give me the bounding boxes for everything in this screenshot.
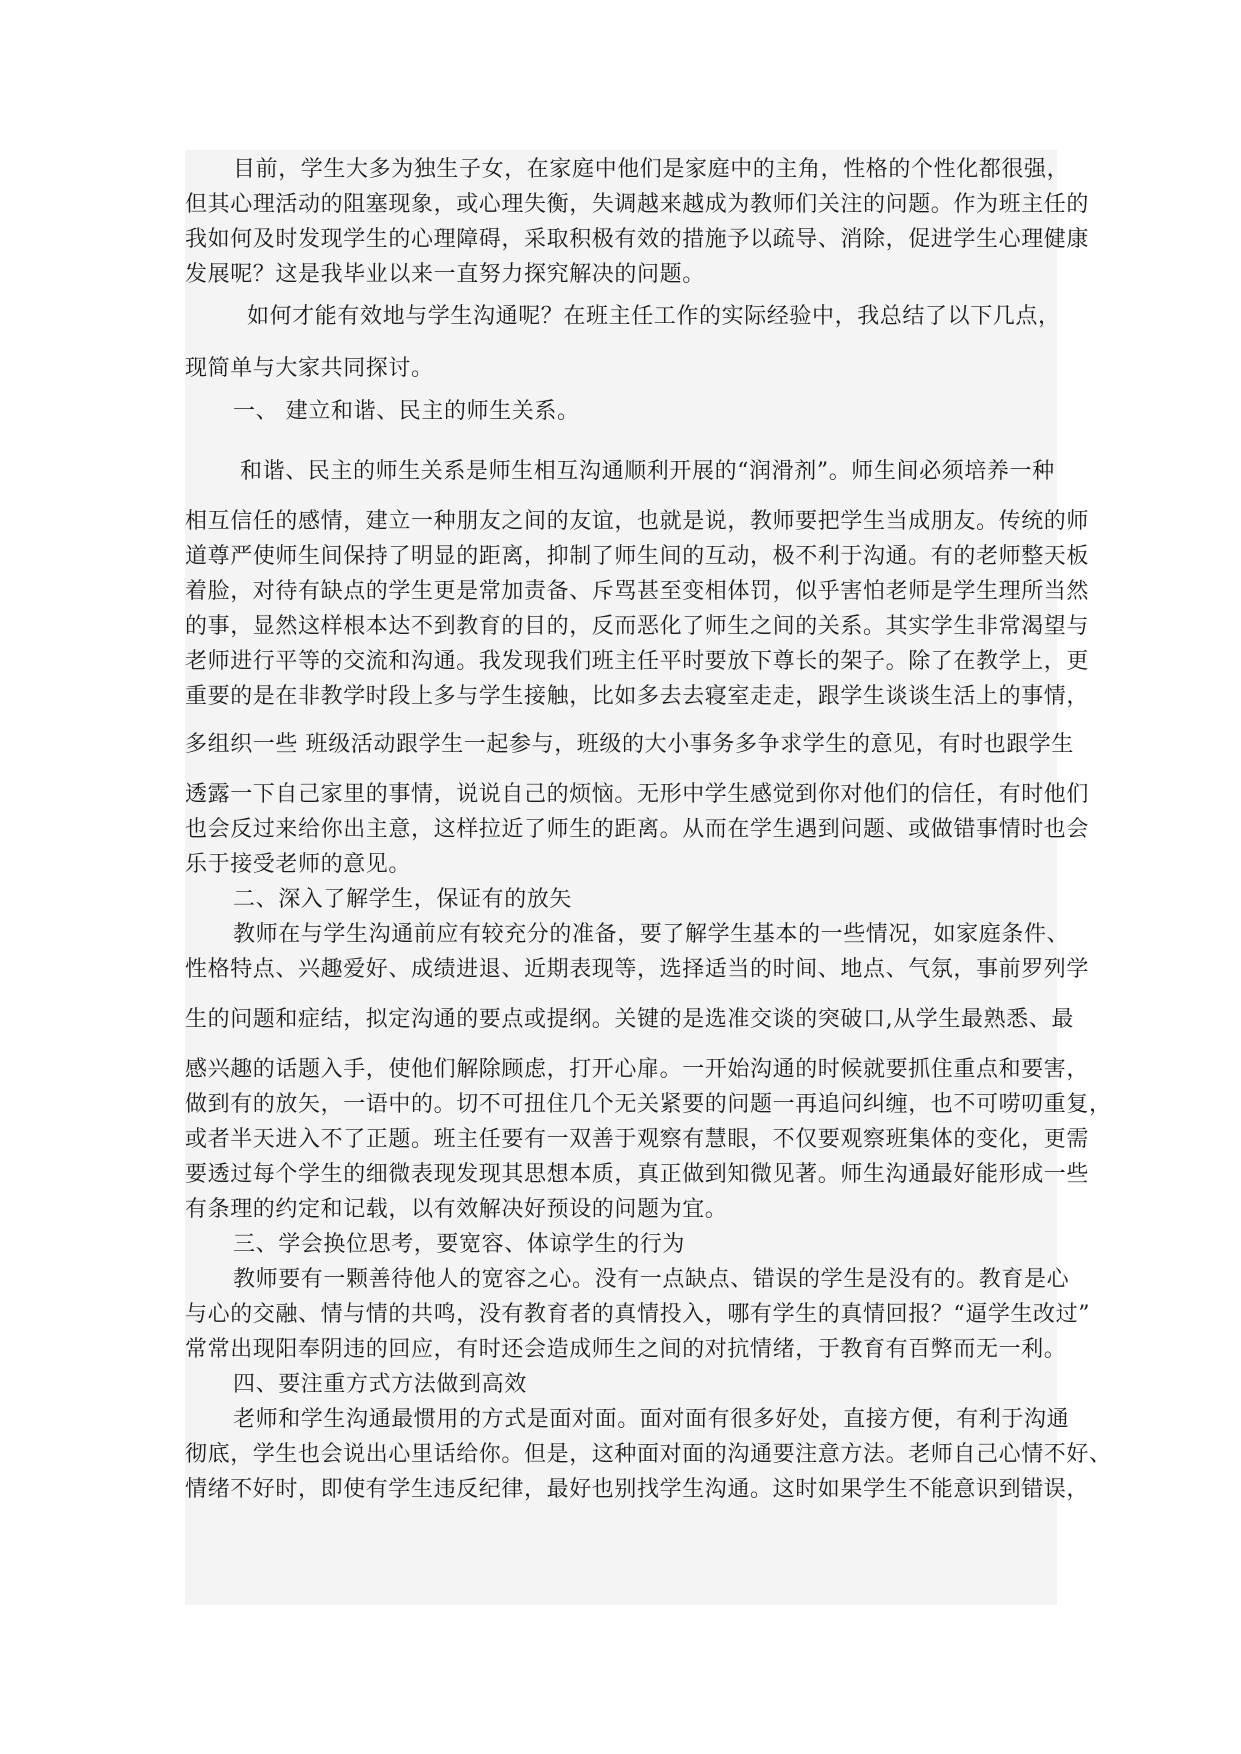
paragraph-line: 着脸，对待有缺点的学生更是常加责备、斥骂甚至变相体罚，似乎害怕老师是学生理所当然 — [185, 579, 1090, 604]
section-heading: 一、 建立和谐、民主的师生关系。 — [233, 399, 580, 424]
paragraph-line: 常常出现阳奉阴违的回应，有时还会造成师生之间的对抗情绪，于教育有百弊而无一利。 — [185, 1337, 1067, 1362]
paragraph-line: 情绪不好时，即使有学生违反纪律，最好也别找学生沟通。这时如果学生不能意识到错误， — [185, 1477, 1090, 1502]
section-heading: 三、学会换位思考，要宽容、体谅学生的行为 — [233, 1232, 686, 1257]
paragraph-line: 重要的是在非教学时段上多与学生接触，比如多去去寝室走走，跟学生谈谈生活上的事情， — [185, 684, 1090, 709]
paragraph-line: 要透过每个学生的细微表现发现其思想本质，真正做到知微见著。师生沟通最好能形成一些 — [185, 1162, 1090, 1187]
paragraph-line: 性格特点、兴趣爱好、成绩进退、近期表现等，选择适当的时间、地点、气氛，事前罗列学 — [185, 957, 1090, 982]
paragraph-line: 与心的交融、情与情的共鸣，没有教育者的真情投入，哪有学生的真情回报？“逼学生改过” — [185, 1302, 1091, 1327]
paragraph-line: 透露一下自己家里的事情，说说自己的烦恼。无形中学生感觉到你对他们的信任，有时他们 — [185, 782, 1090, 807]
paragraph-line: 彻底，学生也会说出心里话给你。但是，这种面对面的沟通要注意方法。老师自己心情不好、 — [185, 1442, 1112, 1467]
section-heading: 二、深入了解学生，保证有的放矢 — [233, 887, 573, 912]
paragraph-line: 乐于接受老师的意见。 — [185, 852, 412, 877]
paragraph-line: 道尊严使师生间保持了明显的距离，抑制了师生间的互动，极不利于沟通。有的老师整天板 — [185, 544, 1090, 569]
paragraph-line: 教师要有一颗善待他人的宽容之心。没有一点缺点、错误的学生是没有的。教育是心 — [233, 1267, 1070, 1292]
paragraph-line: 生的问题和症结，拟定沟通的要点或提纲。关键的是选准交谈的突破口,从学生最熟悉、最 — [185, 1007, 1074, 1032]
paragraph-line: 相互信任的感情，建立一种朋友之间的友谊，也就是说，教师要把学生当成朋友。传统的师 — [185, 509, 1090, 534]
section-heading: 四、要注重方式方法做到高效 — [233, 1372, 527, 1397]
paragraph-line: 老师进行平等的交流和沟通。我发现我们班主任平时要放下尊长的架子。除了在教学上，更 — [185, 649, 1090, 674]
paragraph-line: 或者半天进入不了正题。班主任要有一双善于观察有慧眼，不仅要观察班集体的变化，更需 — [185, 1127, 1090, 1152]
paragraph-line: 但其心理活动的阻塞现象，或心理失衡，失调越来越成为教师们关注的问题。作为班主任的 — [185, 192, 1090, 217]
paragraph-line: 也会反过来给你出主意，这样拉近了师生的距离。从而在学生遇到问题、或做错事情时也会 — [185, 817, 1090, 842]
paragraph-line: 感兴趣的话题入手，使他们解除顾虑，打开心扉。一开始沟通的时候就要抓住重点和要害， — [185, 1057, 1090, 1082]
paragraph-line: 现简单与大家共同探讨。 — [185, 356, 434, 381]
paragraph-line: 的事，显然这样根本达不到教育的目的，反而恶化了师生之间的关系。其实学生非常渴望与 — [185, 614, 1090, 639]
paragraph-line: 老师和学生沟通最惯用的方式是面对面。面对面有很多好处，直接方便，有利于沟通 — [233, 1407, 1070, 1432]
paragraph-line: 我如何及时发现学生的心理障碍，采取积极有效的措施予以疏导、消除，促进学生心理健康 — [185, 227, 1090, 252]
article-body — [185, 150, 1112, 1605]
paragraph-line: 如何才能有效地与学生沟通呢？在班主任工作的实际经验中，我总结了以下几点， — [247, 304, 1061, 329]
paragraph-line: 有条理的约定和记载，以有效解决好预设的问题为宜。 — [185, 1197, 728, 1222]
paragraph-line: 和谐、民主的师生关系是师生相互沟通顺利开展的“润滑剂”。师生间必须培养一种 — [240, 459, 1055, 484]
paragraph-line: 教师在与学生沟通前应有较充分的准备，要了解学生基本的一些情况，如家庭条件、 — [233, 922, 1070, 947]
paragraph-line: 做到有的放矢，一语中的。切不可扭住几个无关紧要的问题一再追问纠缠，也不可唠叨重复， — [185, 1092, 1112, 1117]
paragraph-line: 发展呢？这是我毕业以来一直努力探究解决的问题。 — [185, 262, 705, 287]
paragraph-line: 目前，学生大多为独生子女，在家庭中他们是家庭中的主角，性格的个性化都很强， — [233, 157, 1070, 182]
paragraph-line: 多组织一些 班级活动跟学生一起参与，班级的大小事务多争求学生的意见，有时也跟学生 — [185, 732, 1074, 757]
